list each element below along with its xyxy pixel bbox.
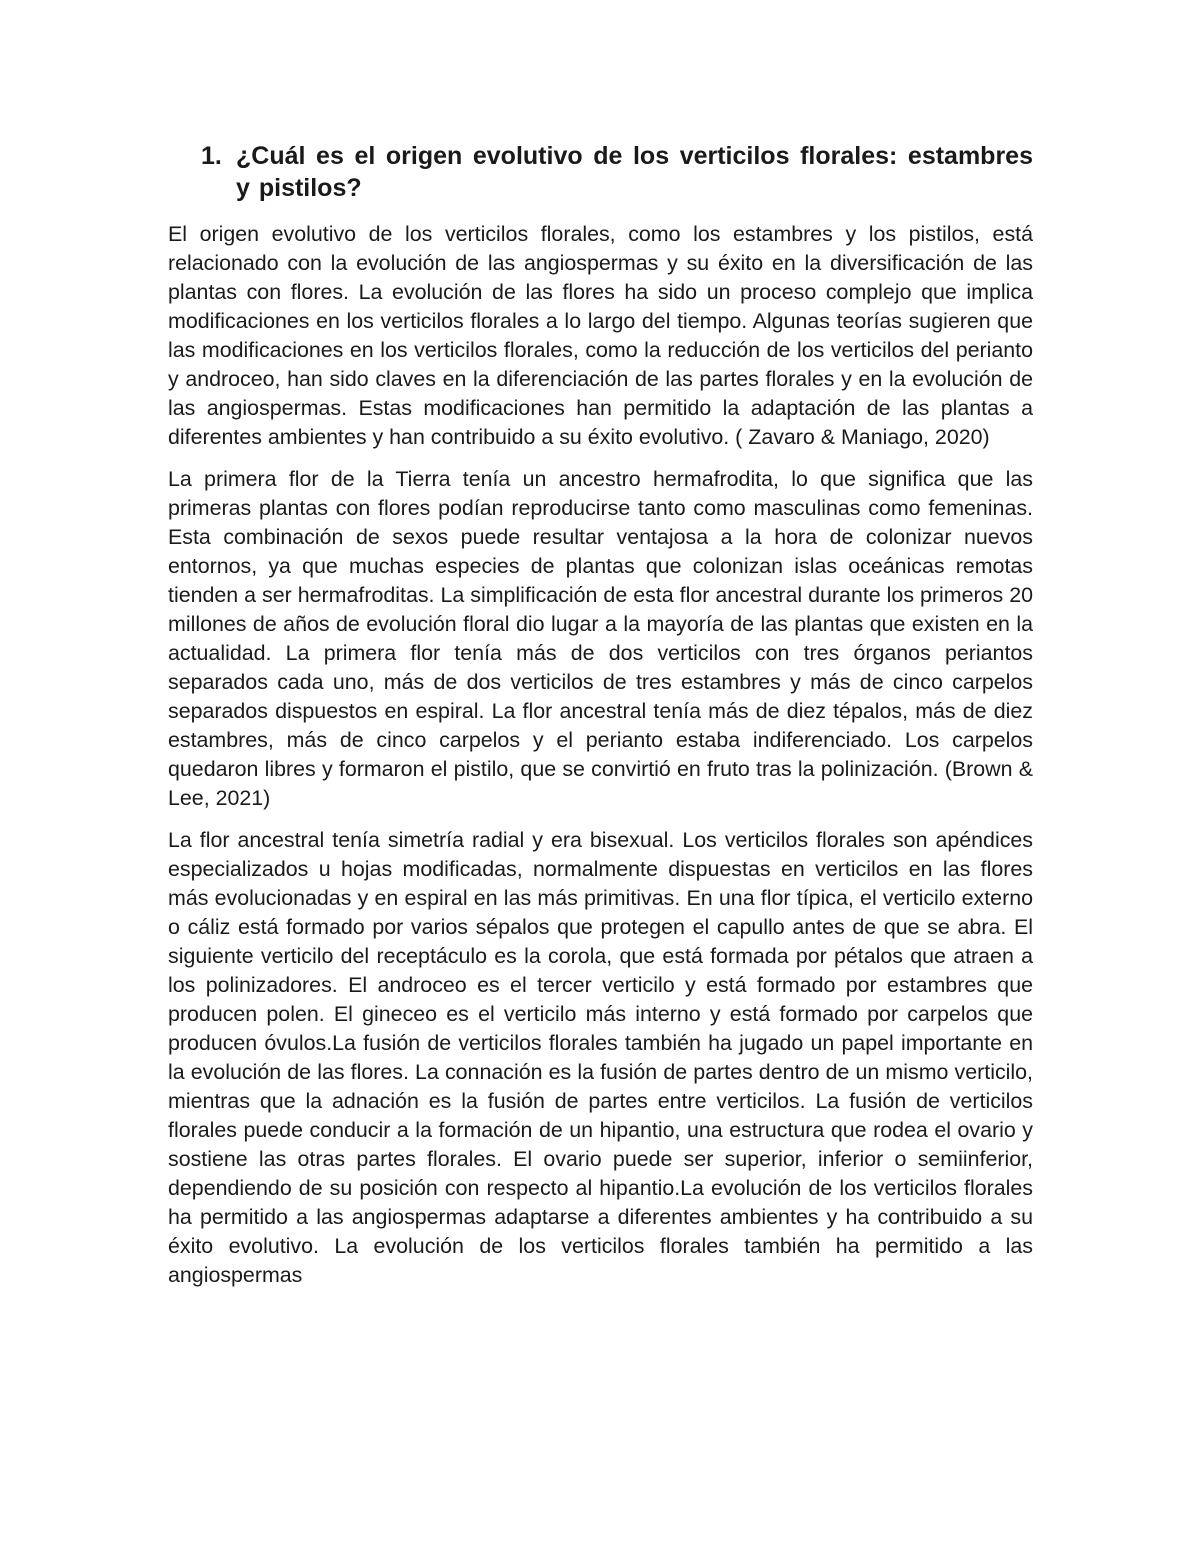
question-heading	[168, 140, 1033, 204]
paragraph-3: La flor ancestral tenía simetría radial y era bisexual. Los verticilos florales son apéndices especializados u hojas modificadas, normalmente dispuestas en verticilos en las flores más evolucionadas y en espiral en las más primitivas. En una flor típica, el verticilo externo o cáliz está formado por varios sépalos que protegen el capullo antes de que se abra. El siguiente verticilo del receptáculo es la corola, que está formada por pétalos que atraen a los polinizadores. El androceo es el tercer verticilo y está formado por estambres que producen polen. El gineceo es el verticilo más interno y está formado por carpelos que producen óvulos.La fusión de verticilos florales también ha jugado un papel importante en la evolución de las flores. La connación es la fusión de partes dentro de un mismo verticilo, mientras que la adnación es la fusión de partes entre verticilos. La fusión de verticilos florales puede conducir a la formación de un hipantio, una estructura que rodea el ovario y sostiene las otras partes florales. El ovario puede ser superior, inferior o semiinferior, dependiendo de su posición con respecto al hipantio.La evolución de los verticilos florales ha permitido a las angiospermas adaptarse a diferentes ambientes y ha contribuido a su éxito evolutivo. La evolución de los verticilos florales también ha permitido a las angiospermas	[168, 828, 1033, 1287]
document-page	[168, 140, 1033, 1303]
question-text: ¿Cuál es el origen evolutivo de los verticilos florales: estambres y pistilos?	[236, 142, 1033, 202]
paragraph-2: La primera flor de la Tierra tenía un ancestro hermafrodita, lo que significa que las primeras plantas con flores podían reproducirse tanto como masculinas como femeninas. Esta combinación de sexos puede resultar ventajosa a la hora de colonizar nuevos entornos, ya que muchas especies de plantas que colonizan islas oceánicas remotas tienden a ser hermafroditas. La simplificación de esta flor ancestral durante los primeros 20 millones de años de evolución floral dio lugar a la mayoría de las plantas que existen en la actualidad. La primera flor tenía más de dos verticilos con tres órganos periantos separados cada uno, más de dos verticilos de tres estambres y más de cinco carpelos separados dispuestos en espiral. La flor ancestral tenía más de diez tépalos, más de diez estambres, más de cinco carpelos y el perianto estaba indiferenciado. Los carpelos quedaron libres y formaron el pistilo, que se convirtió en fruto tras la polinización. (Brown & Lee, 2021)	[168, 467, 1033, 810]
question-number: 1.	[201, 142, 222, 170]
paragraph-1: El origen evolutivo de los verticilos florales, como los estambres y los pistilos, está relacionado con la evolución de las angiospermas y su éxito en la diversificación de las plantas con flores. La evolución de las flores ha sido un proceso complejo que implica modificaciones en los verticilos florales a lo largo del tiempo. Algunas teorías sugieren que las modificaciones en los verticilos florales, como la reducción de los verticilos del perianto y androceo, han sido claves en la diferenciación de las partes florales y en la evolución de las angiospermas. Estas modificaciones han permitido la adaptación de las plantas a diferentes ambientes y han contribuido a su éxito evolutivo. ( Zavaro & Maniago, 2020)	[168, 222, 1033, 449]
